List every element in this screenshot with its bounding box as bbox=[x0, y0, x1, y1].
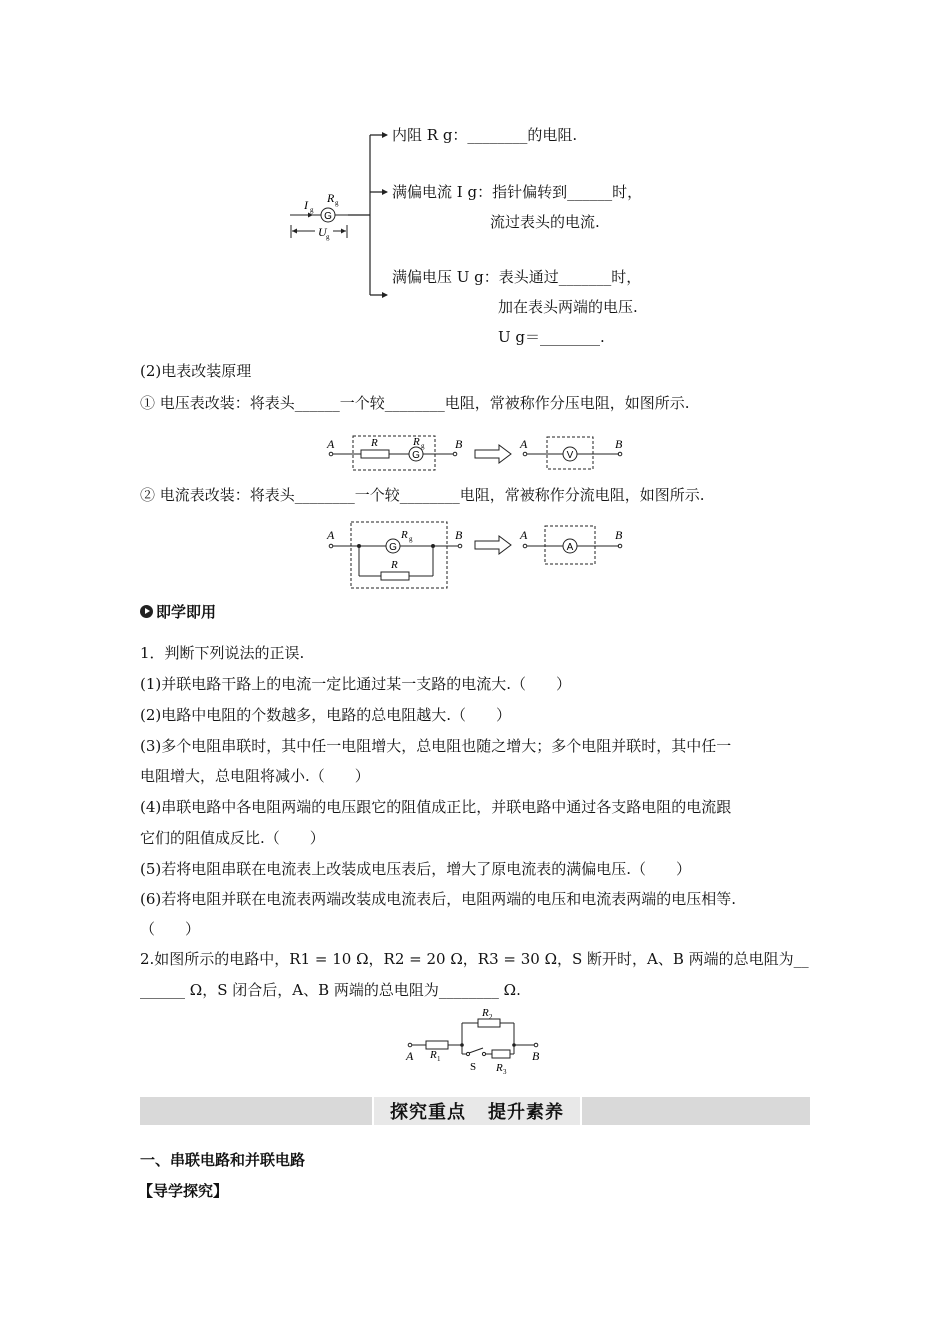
svg-text:S: S bbox=[470, 1061, 477, 1073]
svg-text:A: A bbox=[566, 542, 574, 553]
ug-formula: U g＝________. bbox=[498, 328, 605, 346]
svg-text:g: g bbox=[409, 535, 413, 543]
svg-text:R: R bbox=[371, 437, 378, 449]
q1-item-4: (4)串联电路中各电阻两端的电压跟它的阻值成正比，并联电路中通过各支路电阻的电流跟 bbox=[140, 798, 732, 816]
switch-s bbox=[469, 1048, 483, 1053]
svg-text:B: B bbox=[615, 528, 623, 542]
practice-heading: 即学即用 bbox=[140, 603, 216, 621]
svg-text:B: B bbox=[455, 528, 463, 542]
svg-text:A: A bbox=[327, 528, 335, 542]
section-2-heading: (2)电表改装原理 bbox=[140, 362, 252, 380]
svg-text:g: g bbox=[310, 206, 314, 214]
svg-text:B: B bbox=[615, 437, 623, 451]
svg-text:2: 2 bbox=[489, 1013, 493, 1021]
svg-text:U: U bbox=[318, 225, 327, 239]
voltmeter-circuit bbox=[325, 432, 635, 474]
voltmeter-conversion-text: ① 电压表改装：将表头______一个较________电阻，常被称作分压电阻，如图所示. bbox=[140, 394, 690, 412]
shunt-resistor bbox=[381, 572, 409, 580]
ammeter-circuit bbox=[325, 520, 635, 592]
svg-text:R: R bbox=[430, 1049, 437, 1061]
svg-text:R: R bbox=[391, 559, 398, 571]
q2-line-2: ______ Ω，S 闭合后，A、B 两端的总电阻为________ Ω. bbox=[140, 981, 521, 999]
q1-item-1: (1)并联电路干路上的电流一定比通过某一支路的电流大.（ ） bbox=[140, 675, 572, 693]
svg-text:R: R bbox=[496, 1062, 503, 1074]
svg-text:g: g bbox=[326, 233, 330, 241]
galvanometer-diagram bbox=[280, 120, 390, 305]
svg-text:1: 1 bbox=[437, 1055, 441, 1063]
full-scale-voltage-desc: 加在表头两端的电压. bbox=[498, 298, 638, 316]
svg-text:B: B bbox=[455, 437, 463, 451]
q1-item-4-cont: 它们的阻值成反比.（ ） bbox=[140, 829, 325, 847]
full-scale-current-desc: 流过表头的电流. bbox=[490, 213, 600, 231]
series-resistor bbox=[361, 450, 389, 458]
svg-text:A: A bbox=[327, 437, 335, 451]
svg-text:R: R bbox=[327, 191, 335, 205]
svg-text:R: R bbox=[401, 529, 408, 541]
svg-text:B: B bbox=[532, 1049, 540, 1063]
q1-item-3-cont: 电阻增大，总电阻将减小.（ ） bbox=[140, 767, 370, 785]
svg-text:A: A bbox=[406, 1049, 414, 1063]
full-scale-voltage-text: 满偏电压 U g：表头通过_______时， bbox=[392, 268, 642, 286]
q1-item-6: (6)若将电阻并联在电流表两端改装成电流表后，电阻两端的电压和电流表两端的电压相等. bbox=[140, 890, 737, 908]
svg-text:I: I bbox=[304, 198, 308, 212]
q1-title: 1．判断下列说法的正误. bbox=[140, 644, 305, 662]
svg-text:g: g bbox=[335, 199, 339, 207]
ammeter-conversion-text: ② 电流表改装：将表头________一个较________电阻，常被称作分流电阻，如图所示. bbox=[140, 486, 705, 504]
full-scale-current-text: 满偏电流 I g：指针偏转到______时， bbox=[392, 183, 643, 201]
svg-text:R: R bbox=[413, 436, 420, 448]
resistor-r1 bbox=[426, 1041, 448, 1049]
svg-text:A: A bbox=[520, 437, 528, 451]
section-one-heading: 一、串联电路和并联电路 bbox=[140, 1151, 306, 1169]
q1-item-6-cont: （ ） bbox=[140, 920, 201, 938]
resistor-r3 bbox=[492, 1050, 510, 1058]
svg-text:G: G bbox=[412, 450, 420, 461]
q1-item-2: (2)电路中电阻的个数越多，电路的总电阻越大.（ ） bbox=[140, 706, 512, 724]
conversion-arrow bbox=[475, 445, 511, 463]
q2-circuit bbox=[400, 1005, 550, 1077]
svg-text:V: V bbox=[566, 450, 574, 461]
play-icon bbox=[140, 605, 153, 618]
svg-text:A: A bbox=[520, 528, 528, 542]
svg-text:R: R bbox=[482, 1007, 489, 1019]
internal-resistance-text: 内阻 R g：________的电阻. bbox=[392, 126, 578, 144]
svg-text:3: 3 bbox=[503, 1068, 507, 1076]
section-banner-title: 探究重点 提升素养 bbox=[372, 1097, 582, 1125]
q2-line-1: 2.如图所示的电路中，R1 = 10 Ω，R2 = 20 Ω，R3 = 30 Ω，S 断开时，A、B 两端的总电阻为__ bbox=[140, 950, 809, 968]
svg-text:G: G bbox=[389, 542, 397, 553]
q1-item-5: (5)若将电阻串联在电流表上改装成电压表后，增大了原电流表的满偏电压.（ ） bbox=[140, 860, 692, 878]
q1-item-3: (3)多个电阻串联时，其中任一电阻增大，总电阻也随之增大；多个电阻并联时，其中任一 bbox=[140, 737, 732, 755]
section-one-subheading: 【导学探究】 bbox=[138, 1182, 229, 1200]
galv-G: G bbox=[324, 211, 332, 222]
svg-text:g: g bbox=[421, 442, 425, 450]
